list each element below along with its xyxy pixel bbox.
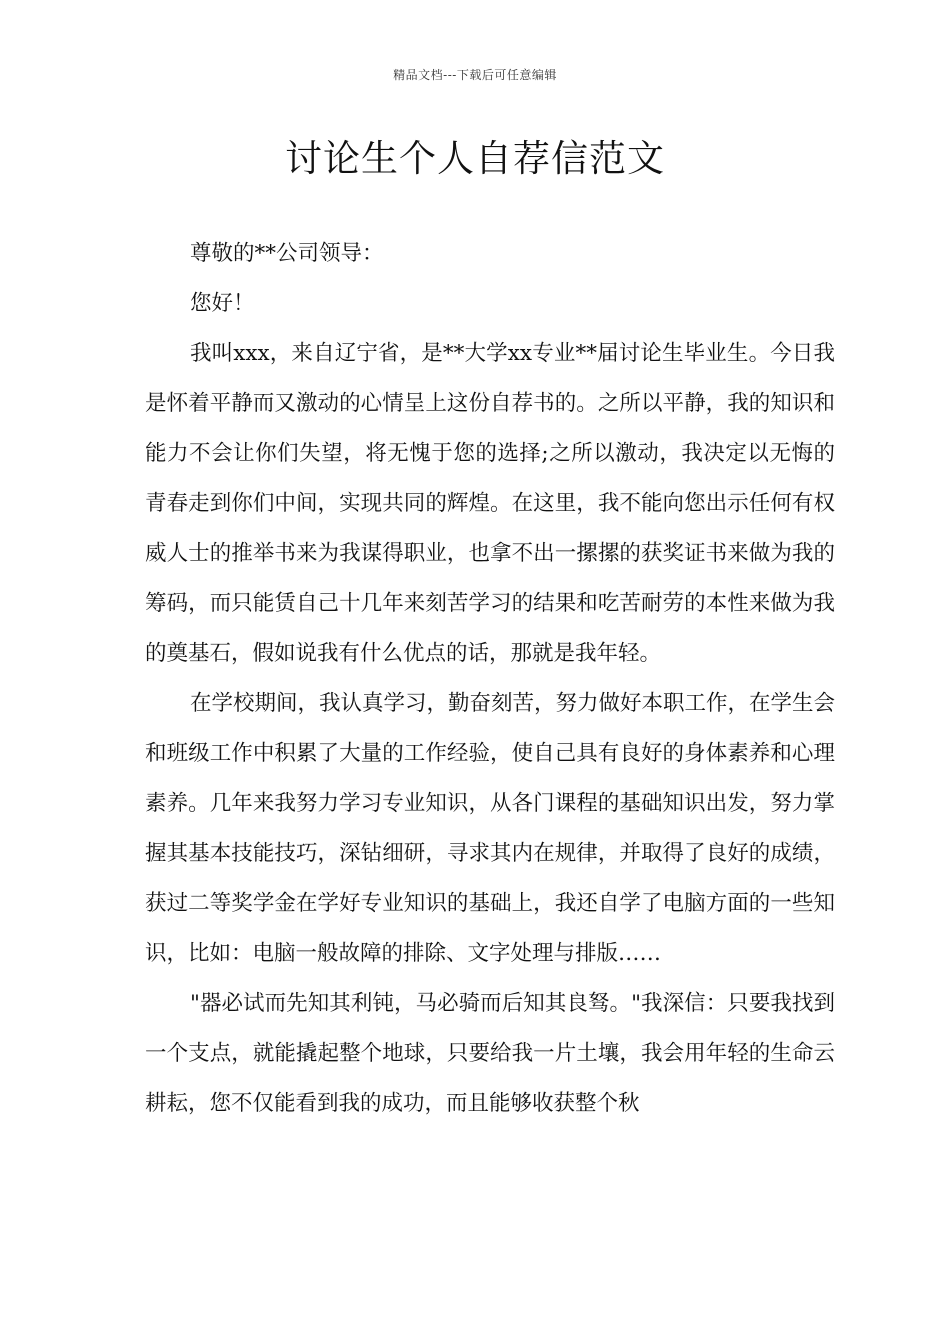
paragraph-closing: "器必试而先知其利钝，马必骑而后知其良驽。"我深信：只要我找到一个支点，就能撬起整个地球，只要给我一片土壤，我会用年轻的生命云耕耘，您不仅能看到我的成功，而且能够收获整个秋 (145, 991, 835, 1116)
salutation: 尊敬的**公司领导： (190, 241, 384, 266)
header-note: 精品文档---下载后可任意编辑 (393, 68, 557, 82)
paragraph-school: 在学校期间，我认真学习，勤奋刻苦，努力做好本职工作，在学生会和班级工作中积累了大量的工作经验，使自己具有良好的身体素养和心理素养。几年来我努力学习专业知识，从各门课程的基础知识出发，努力掌握其基本技能技巧，深钻细研，寻求其内在规律，并取得了良好的成绩，获过二等奖学金在学好专业知识的基础上，我还自学了电脑方面的一些知识，比如：电脑一般故障的排除、文字处理与排版…… (145, 691, 836, 966)
paragraph-intro: 我叫xxx，来自辽宁省，是**大学xx专业**届讨论生毕业生。今日我是怀着平静而又激动的心情呈上这份自荐书的。之所以平静，我的知识和能力不会让你们失望，将无愧于您的选择;之所以激动，我决定以无悔的青春走到你们中间，实现共同的辉煌。在这里，我不能向您出示任何有权威人士的推举书来为我谋得职业，也拿不出一摞摞的获奖证书来做为我的筹码，而只能赁自己十几年来刻苦学习的结果和吃苦耐劳的本性来做为我的奠基石，假如说我有什么优点的话，那就是我年轻。 (145, 341, 835, 666)
greeting: 您好！ (190, 291, 255, 316)
document-title: 讨论生个人自荐信范文 (285, 137, 665, 180)
letter-body (145, 229, 835, 1129)
